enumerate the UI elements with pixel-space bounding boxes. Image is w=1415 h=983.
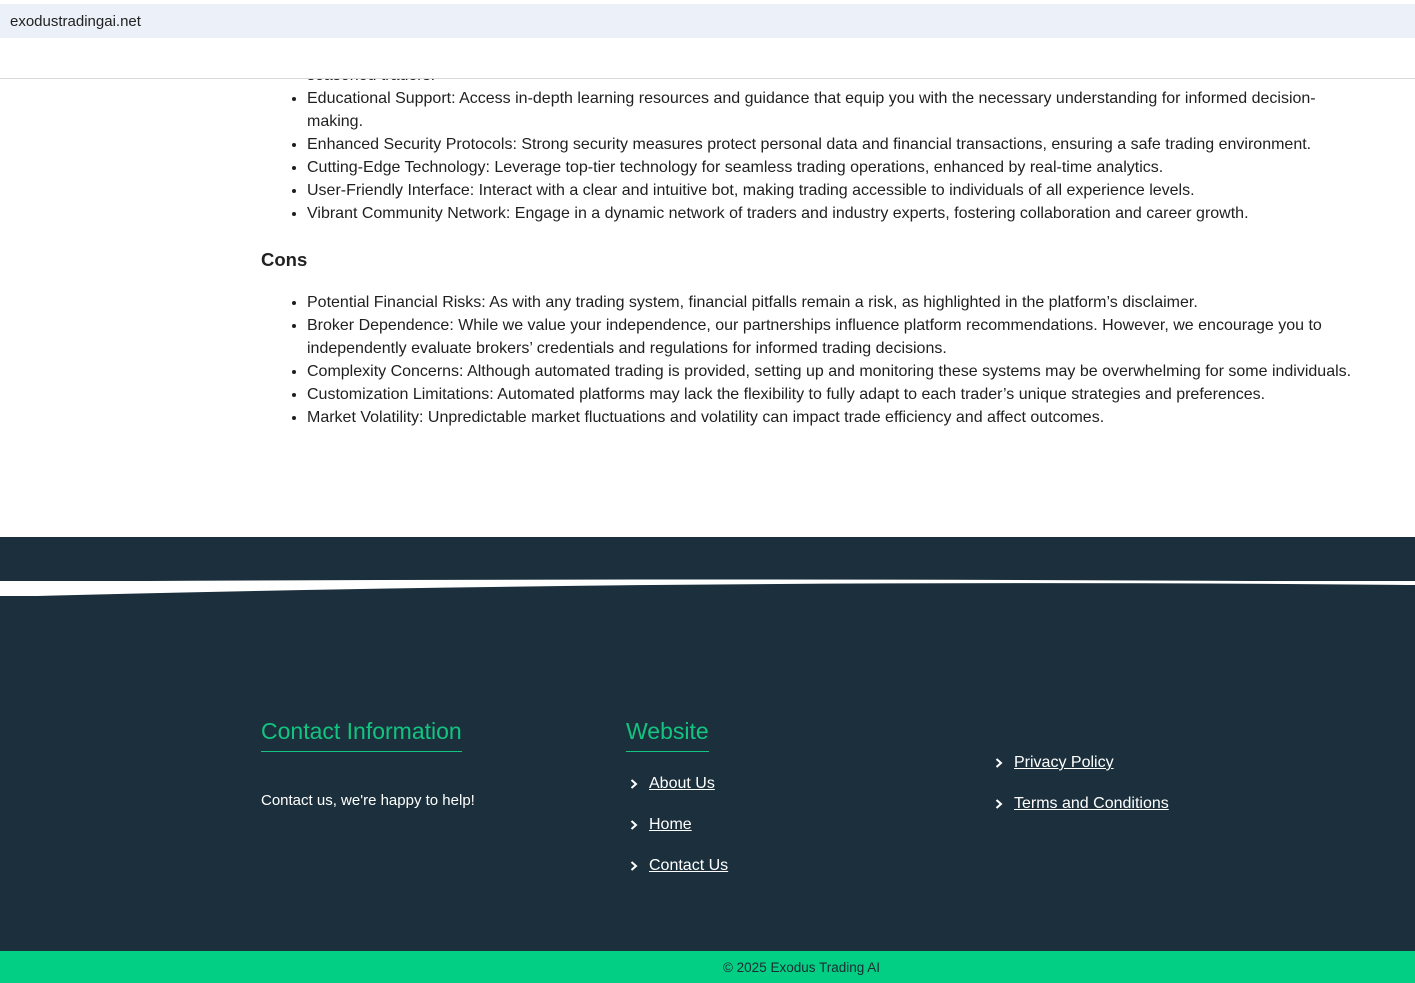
cons-list bbox=[307, 291, 1357, 429]
footer-link-label[interactable]: Contact Us bbox=[649, 857, 729, 874]
copyright-text: © 2025 Exodus Trading AI bbox=[722, 959, 881, 975]
list-item: • Cutting-Edge Technology: Leverage top-tier technology for seamless trading operations, enhanced by real-time analytics. bbox=[307, 156, 1357, 179]
list-item: • Broker Dependence: While we value your independence, our partnerships influence platform recommendations. However, we encourage you to independently evaluate brokers’ credentials and regulations for informed trading decisions. bbox=[307, 314, 1357, 360]
footer-top-band bbox=[0, 537, 1415, 581]
footer bbox=[0, 596, 1415, 951]
list-item: • User-Friendly Interface: Interact with a clear and intuitive bot, making trading accessible to individuals of all experience levels. bbox=[307, 179, 1357, 202]
cons-heading: Cons bbox=[261, 249, 308, 270]
chevron-right-icon bbox=[627, 777, 641, 791]
footer-link-label[interactable]: About Us bbox=[649, 775, 715, 792]
footer-link-label[interactable]: Home bbox=[649, 816, 692, 833]
footer-link-about-us[interactable] bbox=[627, 775, 715, 793]
contact-information-title: Contact Information bbox=[261, 718, 462, 752]
chevron-right-icon bbox=[992, 797, 1006, 811]
site-header bbox=[0, 38, 1415, 79]
footer-link-label[interactable]: Terms and Conditions bbox=[1014, 795, 1169, 812]
list-item: • Potential Financial Risks: As with any trading system, financial pitfalls remain a risk, as highlighted in the platform’s disclaimer. bbox=[307, 291, 1357, 314]
list-item: • Market Volatility: Unpredictable market fluctuations and volatility can impact trade efficiency and affect outcomes. bbox=[307, 406, 1357, 429]
footer-link-terms-and-conditions[interactable] bbox=[992, 795, 1169, 813]
footer-link-privacy-policy[interactable] bbox=[992, 754, 1114, 772]
footer-link-contact-us[interactable] bbox=[627, 857, 728, 875]
footer-link-label[interactable]: Privacy Policy bbox=[1014, 754, 1114, 771]
website-title: Website bbox=[626, 718, 709, 752]
list-item: • Educational Support: Access in-depth learning resources and guidance that equip you with the necessary understanding for informed decision-making. bbox=[307, 87, 1357, 133]
chevron-right-icon bbox=[992, 756, 1006, 770]
chevron-right-icon bbox=[627, 818, 641, 832]
list-item: • Enhanced Security Protocols: Strong security measures protect personal data and financial transactions, ensuring a safe trading environment. bbox=[307, 133, 1357, 156]
copyright-bar bbox=[0, 951, 1415, 983]
chevron-right-icon bbox=[627, 859, 641, 873]
pros-list bbox=[307, 64, 1357, 225]
list-item: • Customization Limitations: Automated platforms may lack the flexibility to fully adapt to each trader’s unique strategies and preferences. bbox=[307, 383, 1357, 406]
footer-link-home[interactable] bbox=[627, 816, 692, 834]
contact-text: Contact us, we're happy to help! bbox=[261, 792, 475, 809]
list-item: • Complexity Concerns: Although automated trading is provided, setting up and monitoring these systems may be overwhelming for some individuals. bbox=[307, 360, 1357, 383]
url-text[interactable]: exodustradingai.net bbox=[10, 12, 141, 30]
list-item: • Vibrant Community Network: Engage in a dynamic network of traders and industry experts, fostering collaboration and career growth. bbox=[307, 202, 1357, 225]
